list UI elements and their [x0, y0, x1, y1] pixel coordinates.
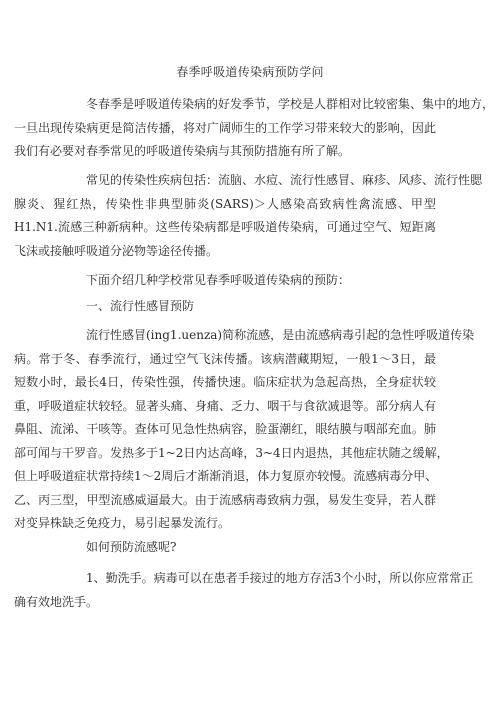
section-heading-prevention — [62, 536, 436, 560]
text-line: 常见的传染性疾病包括：流脑、水痘、流行性感冒、麻疹、风疹、流行性腮 — [86, 173, 483, 187]
text-line: 短数小时，最长4日，传染性强，传播快速。临床症状为急起高热，全身症状较 — [14, 375, 436, 389]
paragraph-handwashing — [14, 567, 474, 614]
paragraph-diseases — [14, 169, 483, 263]
text-line: 下面介绍几种学校常见春季呼吸道传染病的预防： — [86, 273, 351, 287]
text-line: 但上呼吸道症状常持续1～2周后才渐渐消退，体力复原亦较慢。流感病毒分甲、 — [14, 469, 438, 483]
text-line: 如何预防流感呢? — [86, 540, 177, 554]
text-line: 确有效地洗手。 — [14, 594, 99, 609]
text-line: 对变异株缺乏免疫力，易引起暴发流行。 — [14, 516, 231, 530]
section-heading-flu — [62, 295, 436, 319]
document-title: 春季呼吸道传染病预防学问 — [176, 65, 324, 79]
text-line: 腺炎、猩红热，传染性非典型肺炎(SARS)＞人感染高致病性禽流感、甲型 — [14, 196, 436, 211]
text-line: 部可闻与干罗音。发热多于1~2日内达高峰，3~4日内退热，其他症状随之缓解， — [14, 445, 449, 460]
text-line: 病。常于冬、春季流行，通过空气飞沫传播。该病潜藏期短，一般1～3日，最 — [14, 351, 436, 366]
text-line: 流行性感冒(ing1.uenza)简称流感，是由流感病毒引起的急性呼吸道传染 — [86, 328, 475, 342]
text-line: 一旦出现传染病更是简洁传播，将对广阔师生的工作学习带来较大的影响，因此 — [14, 120, 436, 135]
paragraph-intro — [14, 93, 495, 164]
text-line: 鼻阻、流涕、干咳等。查体可见急性热病容，脸蛋潮红，眼结膜与咽部充血。肺 — [14, 422, 436, 436]
text-line: 一、流行性感冒预防 — [86, 299, 195, 313]
text-line: 我们有必要对春季常见的呼吸道传染病与其预防措施有所了解。 — [14, 144, 351, 158]
text-line: 1、勤洗手。病毒可以在患者手接过的地方存活3个小时，所以你应常常正 — [86, 571, 474, 585]
text-line: H1.N1.流感三种新病种。这些传染病都是呼吸道传染病，可通过空气、短距离 — [14, 220, 436, 234]
text-line: 乙、丙三型，甲型流感威逼最大。由于流感病毒致病力强，易发生变异，若人群 — [14, 492, 436, 507]
text-line: 冬春季是呼吸道传染病的好发季节，学校是人群相对比较密集、集中的地方， — [86, 97, 495, 111]
text-line: 飞沫或接触呼吸道分泌物等途径传播。 — [14, 243, 219, 258]
paragraph-flu — [14, 324, 475, 536]
text-line: 重，呼吸道症状较轻。显著头痛、身痛、乏力、咽干与食欲减退等。部分病人有 — [14, 398, 436, 413]
paragraph-intro-list — [62, 269, 436, 293]
